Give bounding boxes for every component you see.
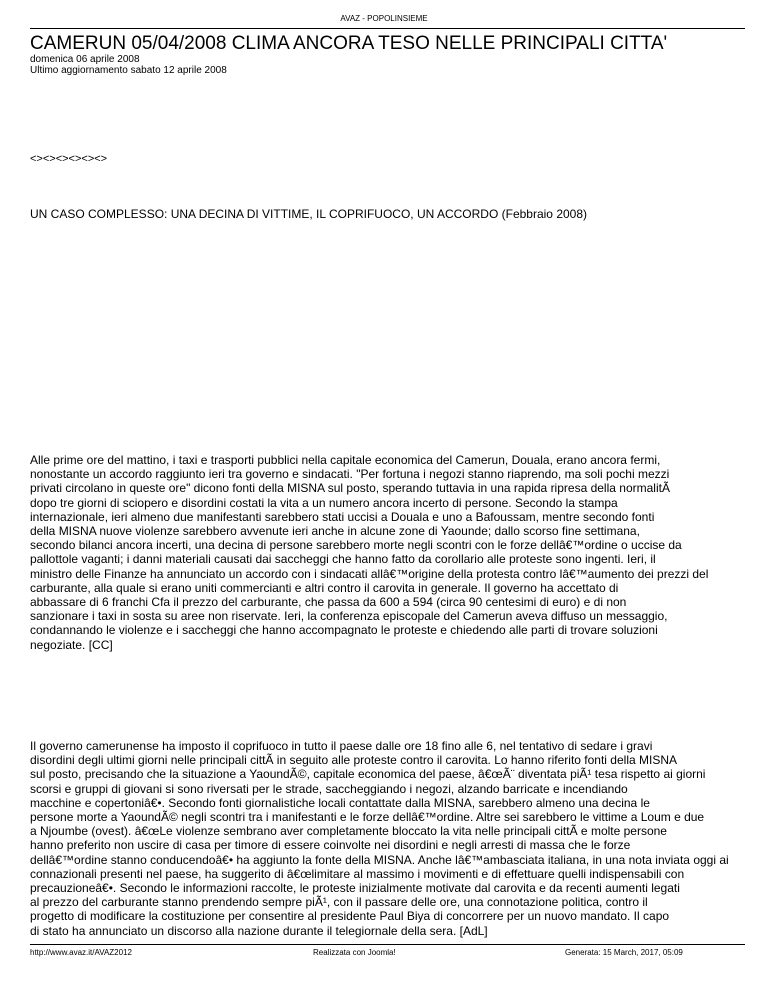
paragraph-line: precauzioneâ€•. Secondo le informazioni raccolte, le proteste inizialmente motivate dal carovita e da recenti aumenti legati	[30, 881, 680, 896]
paragraph-line: sanzionare i taxi in sosta su aree non riservate. Ieri, la conferenza episcopale del Camerun aveva diffuso un messaggio,	[30, 609, 668, 624]
paragraph-line: sul posto, precisando che la situazione a YaoundÃ©, capitale economica del paese, â€œÃ¨ diventata piÃ¹ tesa rispetto ai giorni	[30, 767, 706, 782]
footer-generated-date: Generata: 15 March, 2017, 05:09	[565, 948, 683, 957]
footer-powered-by: Realizzata con Joomla!	[313, 948, 396, 957]
paragraph-line: della MISNA nuove violenze sarebbero avvenute ieri anche in alcune zone di Yaounde; dallo scorso fine settimana,	[30, 524, 640, 539]
site-header: AVAZ - POPOLINSIEME	[340, 14, 428, 23]
paragraph-line: condannando le violenze e i saccheggi che hanno accompagnato le proteste e chiedendo alle parti di trovare soluzioni	[30, 623, 658, 638]
paragraph-line: Il governo camerunense ha imposto il coprifuoco in tutto il paese dalle ore 18 fino alle 6, nel tentativo di sedare i gravi	[30, 739, 653, 753]
paragraph-line: a Njoumbe (ovest). â€œLe violenze sembrano aver completamente bloccato la vita nelle principali cittÃ e molte persone	[30, 824, 667, 839]
paragraph-line: privati circolano in queste ore" dicono fonti della MISNA sul posto, sperando tuttavia in una rapida ripresa della normalitÃ	[30, 481, 670, 496]
paragraph-line: Alle prime ore del mattino, i taxi e trasporti pubblici nella capitale economica del Camerun, Douala, erano ancora fermi,	[30, 453, 661, 467]
paragraph-line: persone morte a YaoundÃ© negli scontri tra i manifestanti e le forze dellâ€™ordine. Altre sei sarebbero le vittime a Loum e due	[30, 810, 705, 825]
article-updated: Ultimo aggiornamento sabato 12 aprile 2008	[30, 65, 227, 76]
article-subtitle: UN CASO COMPLESSO: UNA DECINA DI VITTIME, IL COPRIFUOCO, UN ACCORDO (Febbraio 2008)	[30, 207, 588, 221]
paragraph-line: negoziate. [CC]	[30, 637, 113, 652]
paragraph-line: scorsi e gruppi di giovani si sono riversati per le strade, saccheggiando i negozi, alzando barricate e incendiando	[30, 781, 628, 796]
paragraph-line: connazionali presenti nel paese, ha suggerito di â€œlimitare al massimo i movimenti e di effettuare quelli indispensabili con	[30, 866, 685, 881]
article-title: CAMERUN 05/04/2008 CLIMA ANCORA TESO NELLE PRINCIPALI CITTA'	[30, 33, 668, 54]
paragraph-line: dopo tre giorni di sciopero e disordini costati la vita a un numero ancora incerto di persone. Secondo la stampa	[30, 495, 618, 510]
article-paragraph-1	[30, 453, 768, 652]
paragraph-line: carburante, alla quale si erano uniti commercianti e altri contro il carovita in generale. Il governo ha accettato di	[30, 580, 619, 595]
paragraph-line: macchine e copertoniâ€•. Secondo fonti giornalistiche locali contattate dalla MISNA, sarebbero almeno una decina le	[30, 795, 650, 810]
paragraph-line: abbassare di 6 franchi Cfa il prezzo del carburante, che passa da 600 a 594 (circa 90 centesimi di euro) e di non	[30, 595, 627, 610]
paragraph-line: hanno preferito non uscire di casa per timore di essere coinvolte nei disordini e negli arresti di massa che le forze	[30, 838, 631, 853]
paragraph-line: internazionale, ieri almeno due manifestanti sarebbero stati uccisi a Douala e uno a Bafoussam, mentre secondo fonti	[30, 509, 655, 524]
paragraph-line: dellâ€™ordine stanno conducendoâ€• ha aggiunto la fonte della MISNA. Anche lâ€™ambasciata italiana, in una nota inviata oggi ai	[30, 852, 729, 867]
separator-symbols: <><><><><><>	[30, 153, 108, 165]
paragraph-line: progetto di modificare la costituzione per consentire al presidente Paul Biya di concorrere per un nuovo mandato. Il capo	[30, 909, 670, 924]
paragraph-line: secondo bilanci ancora incerti, una decina di persone sarebbero morte negli scontri con le forze dellâ€™ordine o uccise da	[30, 538, 682, 553]
article-date: domenica 06 aprile 2008	[30, 54, 140, 65]
paragraph-line: disordini degli ultimi giorni nelle principali cittÃ in seguito alle proteste contro il carovita. Lo hanno riferito fonti della MISNA	[30, 753, 677, 768]
paragraph-line: al prezzo del carburante stanno prendendo sempre piÃ¹, con il passare delle ore, una connotazione politica, contro il	[30, 895, 648, 910]
paragraph-line: ministro delle Finanze ha annunciato un accordo con i sindacati allâ€™origine della protesta contro lâ€™aumento dei prezzi del	[30, 566, 709, 581]
paragraph-line: nonostante un accordo raggiunto ieri tra governo e sindacati. "Per fortuna i negozi stanno riaprendo, ma soli pochi mezzi	[30, 467, 670, 482]
article-paragraph-2	[30, 739, 768, 938]
paragraph-line: pallottole vaganti; i danni materiali causati dai saccheggi che hanno fatto da corollario alle proteste sono ingenti. Ieri, il	[30, 552, 656, 567]
header-divider	[30, 28, 745, 29]
footer-divider	[30, 944, 745, 945]
paragraph-line: di stato ha annunciato un discorso alla nazione durante il telegiornale della sera. [AdL]	[30, 923, 488, 938]
footer-url-link[interactable]: http://www.avaz.it/AVAZ2012	[30, 948, 132, 957]
